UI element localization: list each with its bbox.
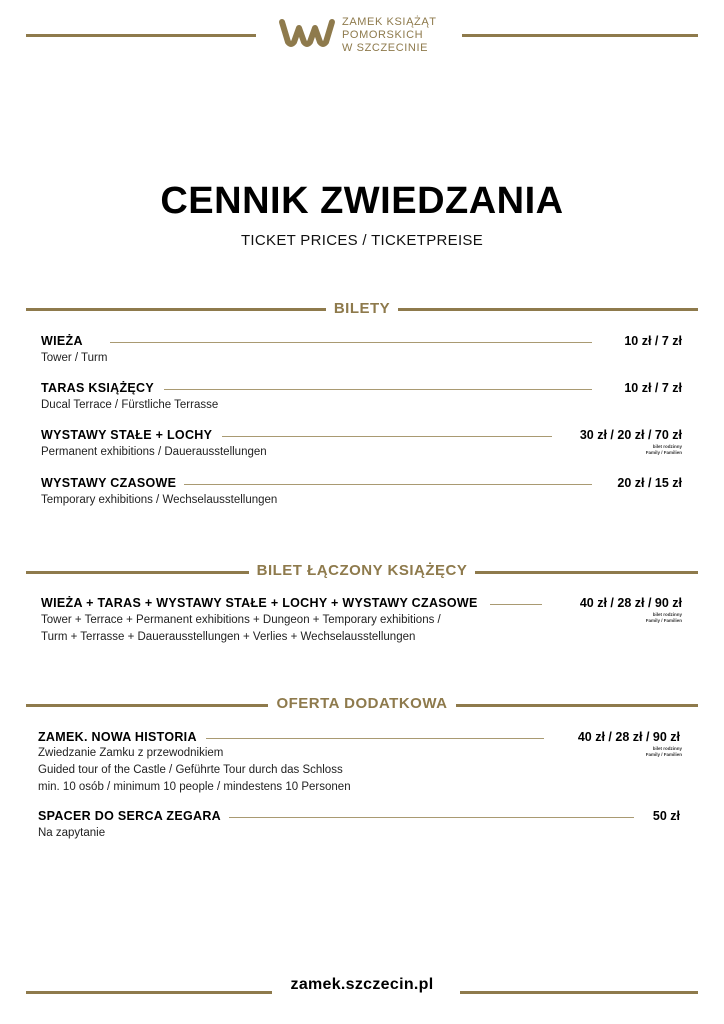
item-price: 50 zł bbox=[645, 809, 680, 823]
item-desc: Temporary exhibitions / Wechselausstellungen bbox=[41, 494, 278, 506]
note-line: Family / Familien bbox=[645, 449, 682, 455]
section-heading-label: OFERTA DODATKOWA bbox=[268, 695, 455, 712]
item-name: ZAMEK. NOWA HISTORIA bbox=[38, 730, 205, 744]
item-price: 10 zł / 7 zł bbox=[616, 381, 682, 395]
item-desc: Tower / Turm bbox=[41, 352, 108, 364]
website-link[interactable]: zamek.szczecin.pl bbox=[290, 976, 434, 993]
leader-line bbox=[180, 484, 592, 485]
section-heading-label: BILET ŁĄCZONY KSIĄŻĘCY bbox=[249, 562, 476, 579]
leader-line bbox=[228, 817, 634, 818]
item-price: 10 zł / 7 zł bbox=[616, 334, 682, 348]
section-heading-bilet-laczony bbox=[0, 562, 724, 580]
note-line: bilet rodzinny bbox=[652, 612, 682, 617]
leader-line bbox=[110, 342, 592, 343]
item-name: TARAS KSIĄŻĘCY bbox=[41, 381, 162, 395]
note-line: Family / Familien bbox=[645, 617, 682, 623]
note-line: Family / Familien bbox=[645, 751, 682, 757]
footer bbox=[0, 976, 724, 994]
item-name: WYSTAWY STAŁE + LOCHY bbox=[41, 428, 220, 442]
section-heading-oferta bbox=[0, 695, 724, 713]
item-price: 40 zł / 28 zł / 90 zł bbox=[572, 596, 682, 610]
item-desc: Guided tour of the Castle / Geführte Tour durch das Schloss bbox=[38, 764, 343, 776]
leader-line bbox=[206, 738, 544, 739]
note-line: bilet rodzinny bbox=[652, 746, 682, 751]
section-heading-label: BILETY bbox=[326, 300, 398, 317]
family-ticket-note bbox=[646, 746, 682, 757]
item-desc: Zwiedzanie Zamku z przewodnikiem bbox=[38, 747, 224, 759]
item-name: SPACER DO SERCA ZEGARA bbox=[38, 809, 229, 823]
leader-line bbox=[490, 604, 542, 605]
item-name: WIEŻA + TARAS + WYSTAWY STAŁE + LOCHY + WYSTAWY CZASOWE bbox=[41, 596, 486, 610]
header-rule-left bbox=[26, 34, 256, 37]
logo-text bbox=[342, 16, 437, 55]
item-desc: Turm + Terrasse + Dauerausstellungen + Verlies + Wechselausstellungen bbox=[41, 631, 416, 643]
page-subtitle: TICKET PRICES / TICKETPREISE bbox=[240, 232, 484, 249]
item-price: 20 zł / 15 zł bbox=[609, 476, 682, 490]
logo-line-1: ZAMEK KSIĄŻĄT bbox=[342, 16, 437, 28]
castle-logo bbox=[278, 16, 448, 60]
item-desc: min. 10 osób / minimum 10 people / mindestens 10 Personen bbox=[38, 781, 351, 793]
page-title: CENNIK ZWIEDZANIA bbox=[160, 180, 564, 222]
logo-line-2: POMORSKICH bbox=[342, 29, 424, 41]
item-desc: Permanent exhibitions / Dauerausstellungen bbox=[41, 446, 267, 458]
item-price: 40 zł / 28 zł / 90 zł bbox=[570, 730, 680, 744]
item-name: WIEŻA bbox=[41, 334, 91, 348]
logo-line-3: W SZCZECINIE bbox=[342, 42, 429, 54]
item-name: WYSTAWY CZASOWE bbox=[41, 476, 184, 490]
note-line: bilet rodzinny bbox=[652, 444, 682, 449]
item-desc: Na zapytanie bbox=[38, 827, 106, 839]
leader-line bbox=[222, 436, 552, 437]
item-desc: Ducal Terrace / Fürstliche Terrasse bbox=[41, 399, 219, 411]
item-desc: Tower + Terrace + Permanent exhibitions + Dungeon + Temporary exhibitions / bbox=[41, 614, 441, 626]
header-rule-right bbox=[462, 34, 698, 37]
item-price: 30 zł / 20 zł / 70 zł bbox=[572, 428, 682, 442]
family-ticket-note bbox=[646, 444, 682, 455]
section-heading-bilety bbox=[0, 300, 724, 318]
castle-logo-icon bbox=[278, 18, 336, 48]
family-ticket-note bbox=[646, 612, 682, 623]
leader-line bbox=[164, 389, 592, 390]
